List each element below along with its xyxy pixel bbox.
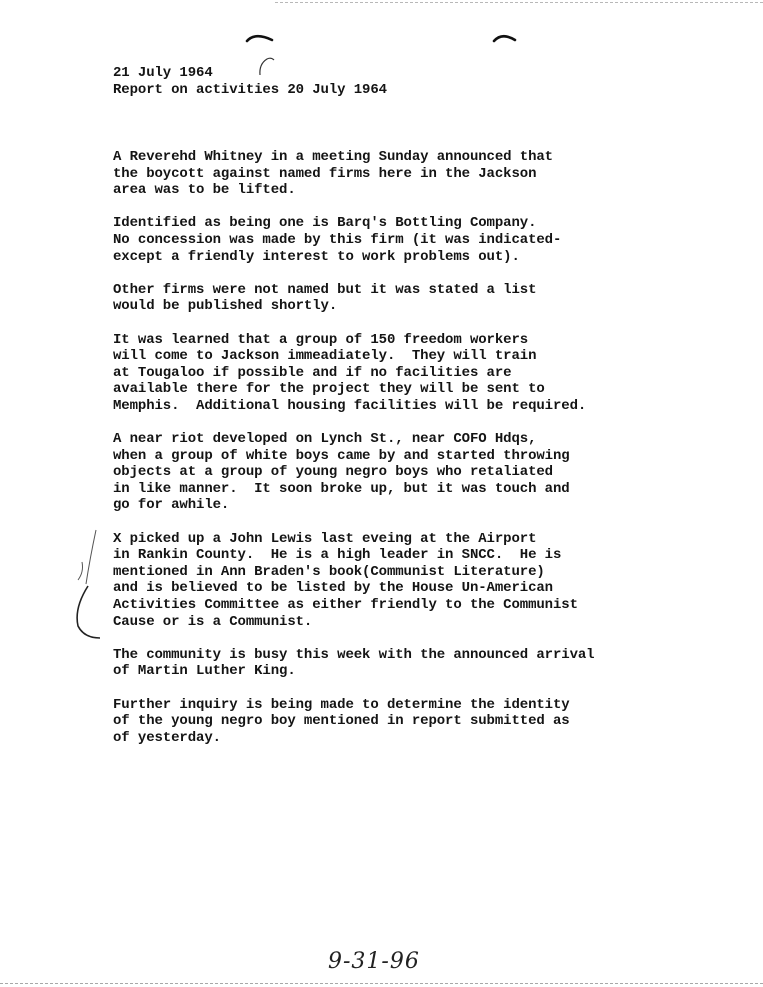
paragraph-further-inquiry [113,697,594,747]
text-line: Cause or is a Communist. [113,613,313,630]
text-line: will come to Jackson immeadiately. They will train [113,348,537,365]
text-line: in like manner. It soon broke up, but it was touch and [113,480,570,497]
text-line: Memphis. Additional housing facilities will be required. [113,397,587,414]
text-line: of Martin Luther King. [113,663,296,680]
paragraph-lynch-street [113,431,594,514]
text-line: at Tougaloo if possible and if no facilities are [113,364,512,381]
report-date: 21 July 1964 [113,65,213,81]
bottom-edge-line [0,983,763,984]
paragraph-freedom-workers [113,332,594,415]
top-edge-dots [275,2,763,3]
text-line: when a group of white boys came by and started throwing [113,447,570,464]
text-line: would be published shortly. [113,298,338,315]
text-line: of the young negro boy mentioned in report submitted as [113,713,570,730]
text-line: A near riot developed on Lynch St., near COFO Hdqs, [113,431,537,448]
text-line: Other firms were not named but it was stated a list [113,281,537,298]
report-body [113,149,594,763]
paragraph-john-lewis [113,531,594,631]
text-line: Further inquiry is being made to determine the identity [113,696,570,713]
text-line: A Reverehd Whitney in a meeting Sunday announced that [113,149,553,165]
text-line: area was to be lifted. [113,182,296,199]
text-line: available there for the project they will be sent to [113,381,545,398]
handwritten-mark-right [492,30,518,46]
handwritten-page-number: 9-31-96 [328,949,420,974]
text-line: of yesterday. [113,729,221,746]
text-line: Identified as being one is Barq's Bottling Company. [113,215,537,232]
text-line: and is believed to be listed by the House Un-American [113,580,553,597]
text-line: No concession was made by this firm (it was indicated- [113,231,562,248]
text-line: The community is busy this week with the announced arrival [113,646,595,663]
text-line: Activities Committee as either friendly to the Communist [113,597,578,614]
paragraph-martin-luther-king [113,647,594,680]
text-line: the boycott against named firms here in the Jackson [113,165,537,182]
text-line: X picked up a John Lewis last eveing at the Airport [113,530,537,547]
handwritten-mark-left [245,30,275,46]
report-subject: Report on activities 20 July 1964 [113,81,387,98]
text-line: mentioned in Ann Braden's book(Communist Literature) [113,563,545,580]
text-line: It was learned that a group of 150 freedom workers [113,331,529,348]
text-line: except a friendly interest to work problems out). [113,248,520,265]
report-header [113,65,387,98]
paragraph-barqs [113,215,594,265]
margin-bracket-mark [68,528,112,644]
text-line: objects at a group of young negro boys who retaliated [113,464,553,481]
paragraph-boycott [113,149,594,199]
text-line: go for awhile. [113,497,230,514]
text-line: in Rankin County. He is a high leader in SNCC. He is [113,547,562,564]
paragraph-other-firms [113,282,594,315]
